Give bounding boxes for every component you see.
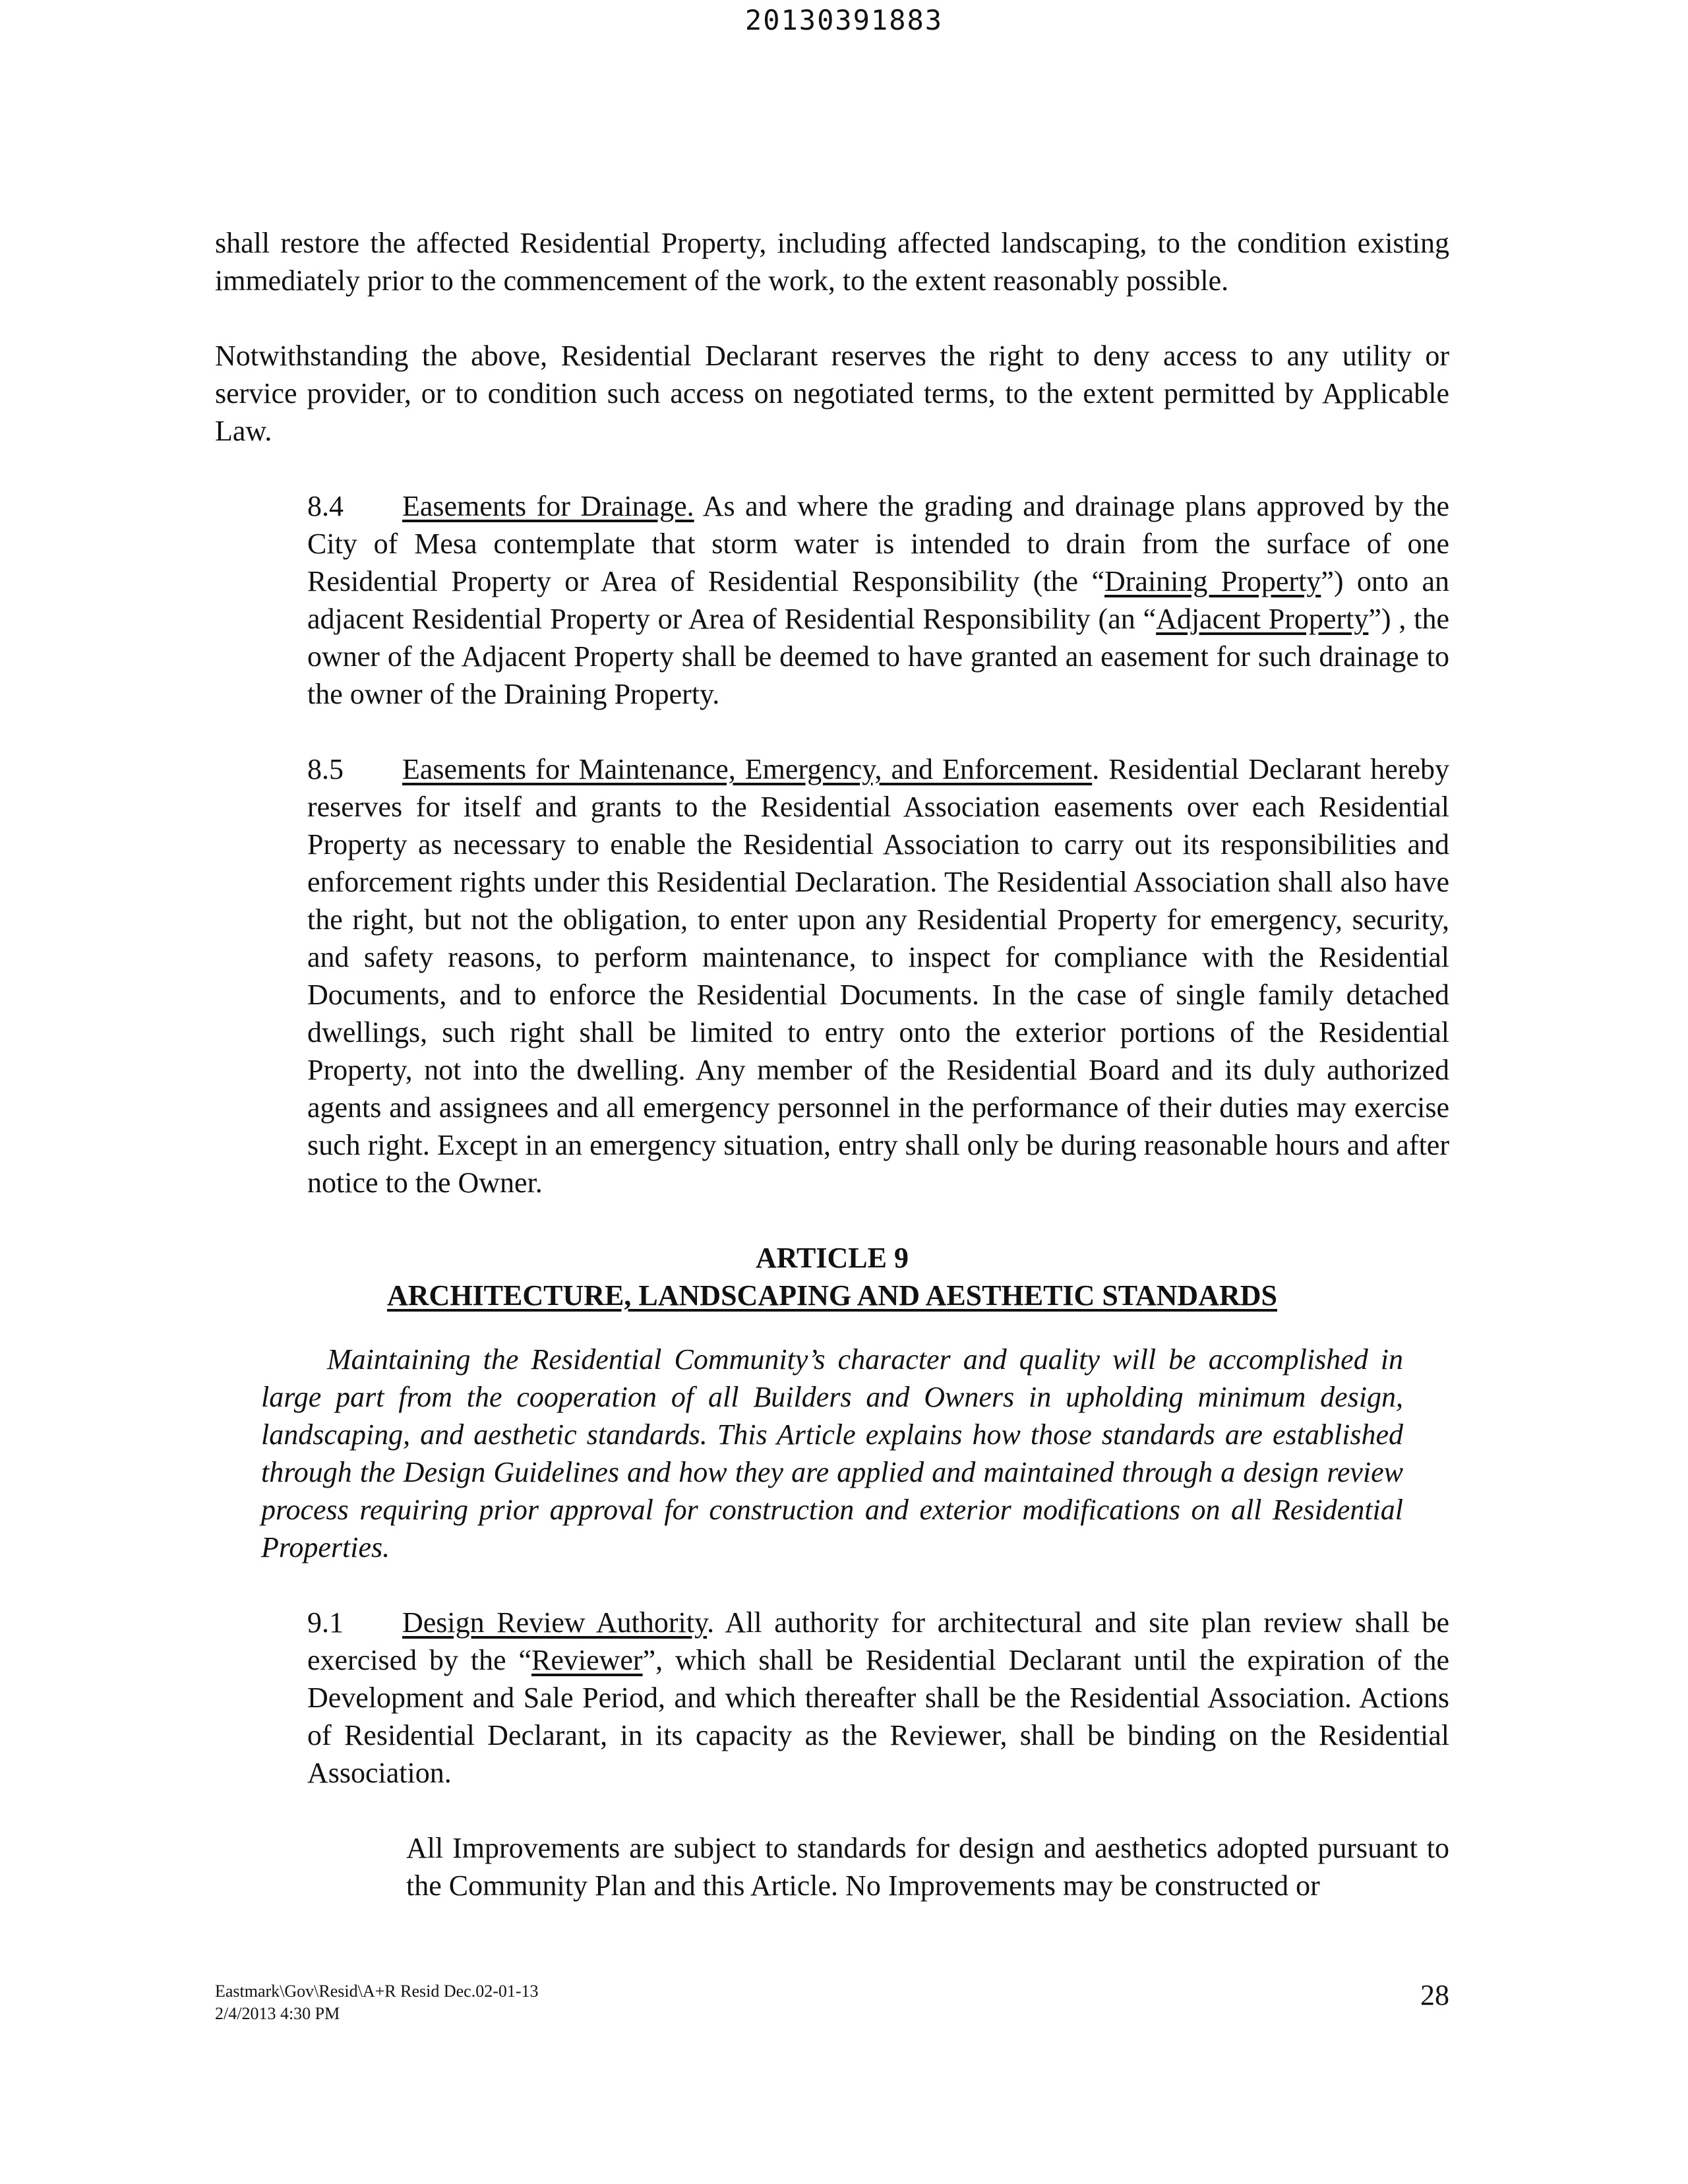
article-intro: Maintaining the Residential Community’s character and quality will be accomplished in large part from the cooperation of all Builders and Owners in upholding minimum design, landscaping, and aesthetic standards. This Article explains how those standards are established through the Design Guidelines and how they are applied and maintained through a design review process requiring prior approval for construction and exterior modifications on all Residential Properties. xyxy=(261,1343,1403,1563)
defined-term: Reviewer xyxy=(531,1644,643,1676)
article-heading-wrap xyxy=(215,1277,1449,1314)
paragraph-continuation: shall restore the affected Residential Property, including affected landscaping, to the condition existing immediately prior to the commencement of the work, to the extent reasonably possible. xyxy=(215,227,1449,297)
section-9-1: 9.1 Design Review Authority. All authority for architectural and site plan review shall be exercised by the “Reviewer”, which shall be Residential Declarant until the expiration of the Development and Sale Period, and which thereafter shall be the Residential Association. Actions of Residential Declarant, in its capacity as the Reviewer, shall be binding on the Residential Association. xyxy=(215,1604,1449,1792)
footer-info xyxy=(215,1980,539,2025)
section-number: 9.1 xyxy=(307,1606,344,1639)
paragraph-improvements: All Improvements are subject to standards for design and aesthetics adopted pursuant to the Community Plan and this Article. No Improvements may be constructed or xyxy=(406,1832,1449,1902)
section-8-5: 8.5 Easements for Maintenance, Emergency, and Enforcement. Residential Declarant hereby reserves for itself and grants to the Residential Association easements over each Residential Property as necessary to enable the Residential Association to carry out its responsibilities and enforcement rights under this Residential Declaration. The Residential Association shall also have the right, but not the obligation, to enter upon any Residential Property for emergency, security, and safety reasons, to perform maintenance, to inspect for compliance with the Residential Documents, and to enforce the Residential Documents. In the case of single family detached dwellings, such right shall be limited to entry onto the exterior portions of the Residential Property, not into the dwelling. Any member of the Residential Board and its duly authorized agents and assignees and all emergency personnel in the performance of their duties may exercise such right. Except in an emergency situation, entry shall only be during reasonable hours and after notice to the Owner. xyxy=(215,750,1449,1201)
document-number: 20130391883 xyxy=(744,4,944,36)
section-number: 8.4 xyxy=(307,490,344,522)
footer-path: Eastmark\Gov\Resid\A+R Resid Dec.02-01-13 xyxy=(215,1982,539,2001)
defined-term: Draining Property xyxy=(1104,565,1321,597)
section-title: Design Review Authority xyxy=(402,1606,708,1639)
section-number: 8.5 xyxy=(307,753,344,785)
footer-timestamp: 2/4/2013 4:30 PM xyxy=(215,2004,340,2023)
document-body xyxy=(215,224,1449,1904)
page-number: 28 xyxy=(1420,1979,1449,2011)
defined-term: Adjacent Property xyxy=(1156,603,1369,635)
article-title: ARCHITECTURE, LANDSCAPING AND AESTHETIC STANDARDS xyxy=(387,1279,1277,1312)
section-title: Easements for Drainage. xyxy=(402,490,694,522)
section-title: Easements for Maintenance, Emergency, and Enforcement xyxy=(402,753,1093,785)
article-label: ARTICLE 9 xyxy=(756,1242,909,1274)
section-8-4: 8.4 Easements for Drainage. As and where the grading and drainage plans approved by the City of Mesa contemplate that storm water is intended to drain from the surface of one Residential Property or Area of Residential Responsibility (the “Draining Property”) onto an adjacent Residential Property or Area of Residential Responsibility (an “Adjacent Property”) , the owner of the Adjacent Property shall be deemed to have granted an easement for such drainage to the owner of the Draining Property. xyxy=(215,487,1449,713)
paragraph-notwithstanding: Notwithstanding the above, Residential Declarant reserves the right to deny access to any utility or service provider, or to condition such access on negotiated terms, to the extent permitted by Applicable Law. xyxy=(215,340,1449,447)
